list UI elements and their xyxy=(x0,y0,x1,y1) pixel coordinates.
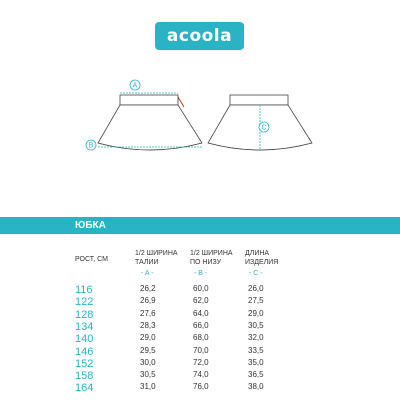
table-row xyxy=(0,333,400,345)
cell-b: 72,0 xyxy=(193,357,209,367)
svg-text:B: B xyxy=(88,142,94,150)
cell-b: 68,0 xyxy=(193,333,209,343)
header-bottom xyxy=(190,249,233,267)
cell-height: 152 xyxy=(75,357,94,370)
marker-c xyxy=(259,122,269,132)
cell-height: 140 xyxy=(75,333,94,346)
cell-a: 26,9 xyxy=(140,296,156,306)
cell-a: 30,5 xyxy=(140,370,156,380)
header-length xyxy=(245,249,278,267)
brand-logo xyxy=(155,22,244,50)
header-waist-line1: 1/2 ШИРИНА xyxy=(135,250,178,257)
cell-a: 26,2 xyxy=(140,284,156,293)
cell-b: 76,0 xyxy=(193,382,209,392)
cell-height: 164 xyxy=(75,382,94,395)
cell-c: 33,5 xyxy=(248,345,264,355)
cell-b: 66,0 xyxy=(193,320,209,330)
cell-a: 29,5 xyxy=(140,345,156,355)
header-bottom-line2: ПО НИЗУ xyxy=(190,259,222,266)
cell-height: 158 xyxy=(75,370,94,383)
cell-a: 28,3 xyxy=(140,320,156,330)
svg-text:A: A xyxy=(132,82,138,90)
cell-height: 128 xyxy=(75,308,94,321)
marker-a xyxy=(130,80,140,90)
cell-c: 32,0 xyxy=(248,333,264,343)
header-waist xyxy=(135,249,178,267)
skirt-front xyxy=(98,95,202,150)
cell-c: 26,0 xyxy=(248,284,264,293)
cell-height: 134 xyxy=(75,320,94,333)
brand-logo-text: acoola xyxy=(166,26,233,46)
cell-c: 30,5 xyxy=(248,320,264,330)
section-header-bar xyxy=(0,217,400,234)
column-letter-a: - A - xyxy=(141,270,154,277)
cell-height: 146 xyxy=(75,345,94,358)
table-row xyxy=(0,382,400,394)
cell-a: 31,0 xyxy=(140,382,156,392)
table-row xyxy=(0,370,400,382)
cell-height: 116 xyxy=(75,284,93,296)
cell-b: 70,0 xyxy=(193,345,209,355)
cell-a: 30,0 xyxy=(140,357,156,367)
cell-b: 60,0 xyxy=(193,284,209,293)
table-row xyxy=(0,309,400,321)
table-row xyxy=(0,284,400,296)
svg-text:C: C xyxy=(261,124,267,132)
table-row xyxy=(0,346,400,358)
header-length-line2: ИЗДЕЛИЯ xyxy=(245,259,279,266)
column-letter-c: - C - xyxy=(249,270,263,277)
cell-c: 27,5 xyxy=(248,296,264,306)
cell-c: 35,0 xyxy=(248,357,264,367)
column-letter-b: - B - xyxy=(194,270,208,277)
cell-a: 27,6 xyxy=(140,308,156,318)
header-bottom-line1: 1/2 ШИРИНА xyxy=(190,250,233,257)
cell-c: 29,0 xyxy=(248,308,264,318)
cell-b: 64,0 xyxy=(193,308,209,318)
cell-c: 38,0 xyxy=(248,382,264,392)
cell-c: 36,5 xyxy=(248,370,264,380)
cell-height: 122 xyxy=(75,296,94,309)
header-waist-line2: ТАЛИИ xyxy=(135,259,159,266)
table-row xyxy=(0,358,400,370)
skirt-diagram xyxy=(80,75,330,175)
table-row xyxy=(0,296,400,308)
cell-b: 74,0 xyxy=(193,370,209,380)
cell-b: 62,0 xyxy=(193,296,209,306)
marker-b xyxy=(86,140,96,150)
section-title: ЮБКА xyxy=(75,220,106,231)
header-length-line1: ДЛИНА xyxy=(245,250,270,257)
table-row xyxy=(0,321,400,333)
header-height: РОСТ, СМ xyxy=(75,256,108,263)
cell-a: 29,0 xyxy=(140,333,156,343)
